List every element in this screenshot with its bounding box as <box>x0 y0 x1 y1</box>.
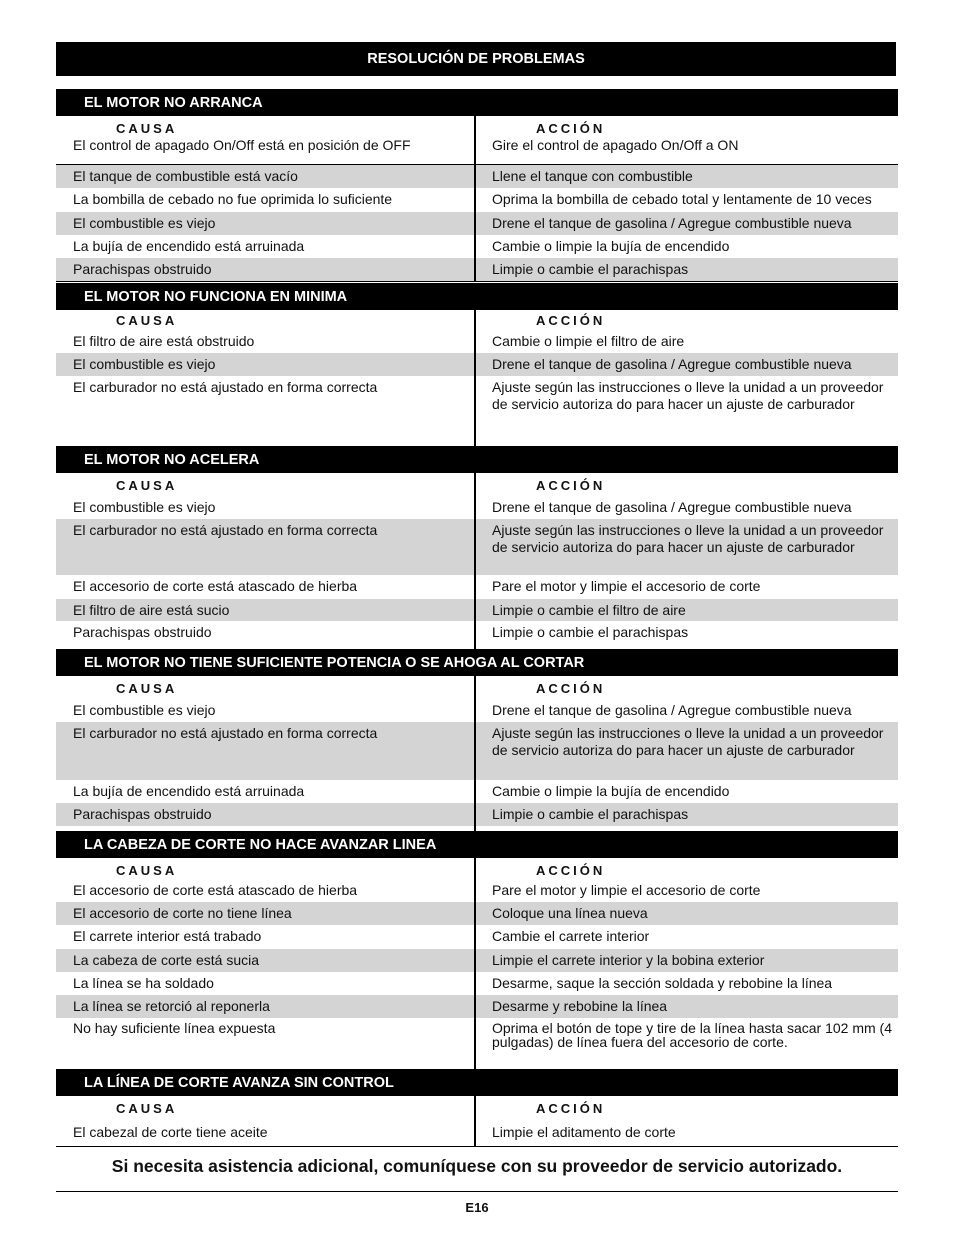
action-cell: Desarme y rebobine la línea <box>476 995 898 1018</box>
column-divider <box>474 858 476 1069</box>
table-row <box>56 519 898 575</box>
table-row <box>56 1018 898 1064</box>
cause-cell: El combustible es viejo <box>73 702 216 718</box>
action-cell: Oprima el botón de tope y tire de la línea hasta sacar 102 mm (4 pulgadas) de línea fuera del accesorio de corte. <box>492 1020 892 1050</box>
table-row <box>56 353 898 376</box>
action-cell: Limpie o cambie el parachispas <box>476 803 898 826</box>
cause-cell: El combustible es viejo <box>56 353 474 376</box>
cause-cell: El carburador no está ajustado en forma correcta <box>56 722 474 780</box>
section-header: EL MOTOR NO ARRANCA <box>56 89 898 116</box>
action-column-header: ACCIÓN <box>536 313 606 328</box>
table-row <box>56 902 898 925</box>
table-row <box>56 696 898 722</box>
action-cell: Pare el motor y limpie el accesorio de corte <box>492 578 761 594</box>
action-cell: Limpie o cambie el filtro de aire <box>476 599 898 621</box>
cause-cell: El combustible es viejo <box>73 499 216 515</box>
cause-cell: La cabeza de corte está sucia <box>56 949 474 972</box>
action-cell: Pare el motor y limpie el accesorio de corte <box>492 882 761 898</box>
page-number: E16 <box>465 1200 489 1215</box>
table-row <box>56 493 898 519</box>
cause-cell: El cabezal de corte tiene aceite <box>73 1124 268 1140</box>
action-cell: Drene el tanque de gasolina / Agregue combustible nueva <box>492 499 852 515</box>
action-cell: Coloque una línea nueva <box>476 902 898 925</box>
action-column-header: ACCIÓN <box>536 863 606 878</box>
action-cell: Llene el tanque con combustible <box>476 165 898 188</box>
table-row <box>56 599 898 621</box>
cause-cell: El control de apagado On/Off está en posición de OFF <box>73 137 411 153</box>
table-row <box>56 188 898 212</box>
cause-cell: La línea se retorció al reponerla <box>56 995 474 1018</box>
cause-column-header: CAUSA <box>116 863 178 878</box>
cause-cell: El carrete interior está trabado <box>73 928 262 944</box>
column-divider <box>474 676 476 831</box>
assistance-note: Si necesita asistencia adicional, comuníquese con su proveedor de servicio autorizado. <box>111 1156 843 1176</box>
table-row <box>56 780 898 803</box>
action-cell: Cambie o limpie la bujía de encendido <box>492 783 730 799</box>
section-cabeza-no-avanza <box>56 831 898 1069</box>
table-row <box>56 136 898 165</box>
table-row <box>56 722 898 780</box>
cause-cell: La bujía de encendido está arruinada <box>73 783 305 799</box>
section-motor-no-potencia <box>56 649 898 831</box>
action-cell: Ajuste según las instrucciones o lleve la unidad a un proveedor de servicio autoriza do para hacer un ajuste de carburador <box>492 379 884 412</box>
table-row <box>56 621 898 645</box>
cause-cell: El filtro de aire está obstruido <box>73 333 255 349</box>
table-row <box>56 925 898 949</box>
action-cell: Cambie el carrete interior <box>492 928 650 944</box>
table-row <box>56 878 898 902</box>
section-motor-no-acelera <box>56 446 898 649</box>
cause-column-header: CAUSA <box>116 121 178 136</box>
action-cell: Drene el tanque de gasolina / Agregue combustible nueva <box>476 212 898 235</box>
section-header: LA CABEZA DE CORTE NO HACE AVANZAR LINEA <box>56 831 898 858</box>
action-cell: Limpie o cambie el parachispas <box>492 624 689 640</box>
column-divider <box>474 310 476 446</box>
cause-cell: No hay suficiente línea expuesta <box>73 1020 276 1036</box>
action-cell: Gire el control de apagado On/Off a ON <box>492 137 739 153</box>
cause-cell: El combustible es viejo <box>56 212 474 235</box>
section-header: EL MOTOR NO TIENE SUFICIENTE POTENCIA O SE AHOGA AL CORTAR <box>56 649 898 676</box>
action-cell: Ajuste según las instrucciones o lleve la unidad a un proveedor de servicio autoriza do para hacer un ajuste de carburador <box>476 722 898 780</box>
action-cell: Limpie el aditamento de corte <box>492 1124 676 1140</box>
section-linea-sin-control <box>56 1069 898 1147</box>
cause-cell: Parachispas obstruido <box>56 258 474 281</box>
table-row <box>56 995 898 1018</box>
cause-cell: La línea se ha soldado <box>73 975 214 991</box>
action-column-header: ACCIÓN <box>536 1101 606 1116</box>
column-divider <box>474 1096 476 1146</box>
action-cell: Cambie o limpie la bujía de encendido <box>492 238 730 254</box>
action-cell: Oprima la bombilla de cebado total y lentamente de 10 veces <box>492 191 872 207</box>
section-motor-no-funciona-minima <box>56 283 898 446</box>
cause-cell: La bombilla de cebado no fue oprimida lo suficiente <box>73 191 393 207</box>
cause-cell: La bujía de encendido está arruinada <box>73 238 305 254</box>
table-row <box>56 235 898 258</box>
column-divider <box>474 116 476 281</box>
cause-cell: El accesorio de corte está atascado de hierba <box>73 882 358 898</box>
table-row <box>56 1116 898 1144</box>
cause-cell: Parachispas obstruido <box>73 624 212 640</box>
table-row <box>56 258 898 281</box>
table-row <box>56 212 898 235</box>
action-cell: Ajuste según las instrucciones o lleve la unidad a un proveedor de servicio autoriza do para hacer un ajuste de carburador <box>476 519 898 575</box>
cause-column-header: CAUSA <box>116 313 178 328</box>
section-header: LA LÍNEA DE CORTE AVANZA SIN CONTROL <box>56 1069 898 1096</box>
action-column-header: ACCIÓN <box>536 478 606 493</box>
cause-column-header: CAUSA <box>116 681 178 696</box>
cause-cell: Parachispas obstruido <box>56 803 474 826</box>
action-cell: Drene el tanque de gasolina / Agregue combustible nueva <box>492 702 852 718</box>
cause-cell: El filtro de aire está sucio <box>56 599 474 621</box>
table-row <box>56 328 898 353</box>
cause-cell: El carburador no está ajustado en forma correcta <box>73 379 378 395</box>
footer-divider <box>56 1191 898 1192</box>
table-row <box>56 575 898 599</box>
section-header: EL MOTOR NO ACELERA <box>56 446 898 473</box>
action-cell: Limpie o cambie el parachispas <box>476 258 898 281</box>
action-cell: Drene el tanque de gasolina / Agregue combustible nueva <box>476 353 898 376</box>
section-header: EL MOTOR NO FUNCIONA EN MINIMA <box>56 283 898 310</box>
action-column-header: ACCIÓN <box>536 121 606 136</box>
column-divider <box>474 473 476 649</box>
action-cell: Desarme, saque la sección soldada y rebobine la línea <box>492 975 833 991</box>
cause-cell: El tanque de combustible está vacío <box>56 165 474 188</box>
table-row <box>56 376 898 438</box>
cause-cell: El accesorio de corte no tiene línea <box>56 902 474 925</box>
page-title: RESOLUCIÓN DE PROBLEMAS <box>56 42 896 76</box>
cause-column-header: CAUSA <box>116 1101 178 1116</box>
cause-column-header: CAUSA <box>116 478 178 493</box>
action-column-header: ACCIÓN <box>536 681 606 696</box>
table-row <box>56 165 898 188</box>
cause-cell: El carburador no está ajustado en forma correcta <box>56 519 474 575</box>
action-cell: Cambie o limpie el filtro de aire <box>492 333 685 349</box>
cause-cell: El accesorio de corte está atascado de hierba <box>73 578 358 594</box>
action-cell: Limpie el carrete interior y la bobina exterior <box>476 949 898 972</box>
table-row <box>56 803 898 826</box>
table-row <box>56 949 898 972</box>
table-row <box>56 972 898 995</box>
section-motor-no-arranca <box>56 89 898 282</box>
